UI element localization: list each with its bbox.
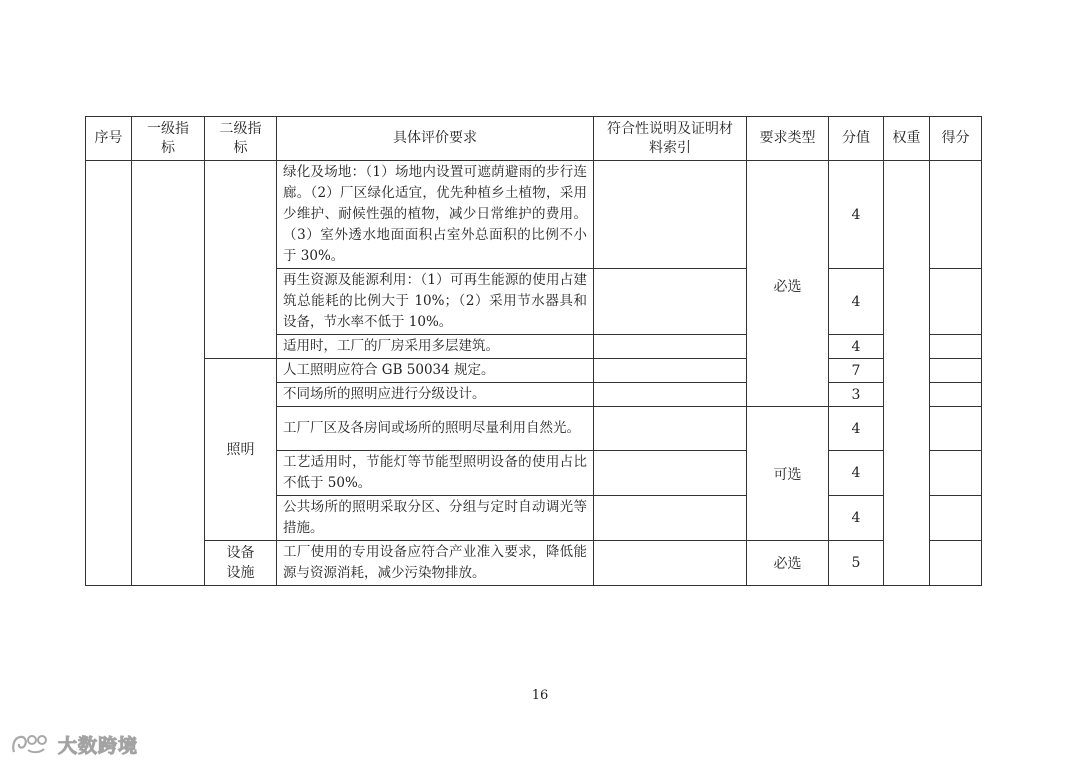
col-header-level2: 二级指 标 [205,117,277,161]
type-cell: 可选 [747,407,829,541]
evidence-cell[interactable] [594,161,747,269]
requirement-cell: 不同场所的照明应进行分级设计。 [277,383,594,407]
header-row [86,117,982,161]
col-header-type: 要求类型 [747,117,829,161]
col-header-evidence: 符合性说明及证明材 料索引 [594,117,747,161]
score-cell: 5 [829,541,884,586]
evaluation-table [85,116,982,586]
requirement-cell: 公共场所的照明采取分区、分组与定时自动调光等措施。 [277,496,594,541]
requirement-cell: 工厂使用的专用设备应符合产业准入要求，降低能源与资源消耗，减少污染物排放。 [277,541,594,586]
evidence-cell[interactable] [594,269,747,335]
score-cell: 7 [829,359,884,383]
got-cell[interactable] [930,161,982,269]
page-number: 16 [531,688,549,703]
watermark-logo [10,730,138,758]
level1-cell [132,161,205,586]
evidence-cell[interactable] [594,335,747,359]
got-cell[interactable] [930,359,982,383]
requirement-cell: 适用时，工厂的厂房采用多层建筑。 [277,335,594,359]
col-header-requirement: 具体评价要求 [277,117,594,161]
got-cell[interactable] [930,335,982,359]
got-cell[interactable] [930,451,982,496]
table-row [86,541,982,586]
col-header-weight: 权重 [884,117,930,161]
type-cell: 必选 [747,541,829,586]
got-cell[interactable] [930,407,982,451]
score-cell: 4 [829,407,884,451]
watermark-text: 大数跨境 [58,734,139,757]
weight-cell [884,161,930,586]
score-cell: 4 [829,269,884,335]
category-equipment: 设备 设施 [205,541,277,586]
score-cell: 4 [829,161,884,269]
evidence-cell[interactable] [594,359,747,383]
requirement-cell: 再生资源及能源利用：（1）可再生能源的使用占建筑总能耗的比例大于 10%；（2）采用节水器具和设备，节水率不低于 10%。 [277,269,594,335]
evidence-cell[interactable] [594,383,747,407]
table-row [86,359,982,383]
col-header-level1: 一级指 标 [132,117,205,161]
col-header-score: 分值 [829,117,884,161]
score-cell: 3 [829,383,884,407]
col-header-got: 得分 [930,117,982,161]
got-cell[interactable] [930,269,982,335]
evidence-cell[interactable] [594,541,747,586]
evidence-cell[interactable] [594,451,747,496]
score-cell: 4 [829,451,884,496]
watermark-icon [10,732,54,756]
type-cell: 必选 [747,161,829,407]
col-header-no: 序号 [86,117,132,161]
score-cell: 4 [829,496,884,541]
requirement-cell: 绿化及场地：（1）场地内设置可遮荫避雨的步行连廊。（2）厂区绿化适宜，优先种植乡土植物，采用少维护、耐候性强的植物，减少日常维护的费用。（3）室外透水地面面积占室外总面积的比例不小于 30%。 [277,161,594,269]
requirement-cell: 工艺适用时，节能灯等节能型照明设备的使用占比不低于 50%。 [277,451,594,496]
requirement-cell: 人工照明应符合 GB 50034 规定。 [277,359,594,383]
level2-cell [205,161,277,359]
evidence-cell[interactable] [594,407,747,451]
category-lighting: 照明 [205,359,277,541]
got-cell[interactable] [930,383,982,407]
got-cell[interactable] [930,541,982,586]
requirement-cell: 工厂厂区及各房间或场所的照明尽量利用自然光。 [277,407,594,451]
evidence-cell[interactable] [594,496,747,541]
got-cell[interactable] [930,496,982,541]
no-cell [86,161,132,586]
table-row [86,161,982,269]
score-cell: 4 [829,335,884,359]
